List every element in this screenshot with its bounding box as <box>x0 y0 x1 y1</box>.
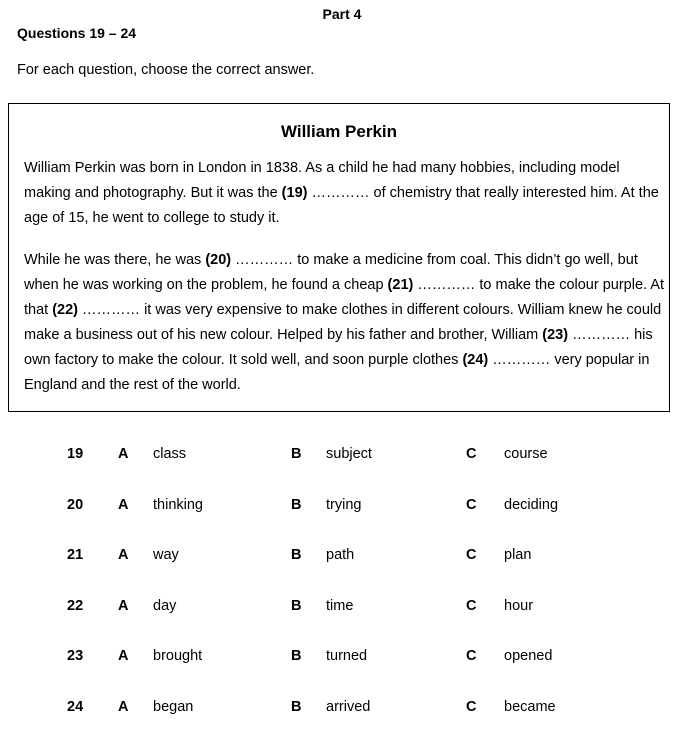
passage-paragraph-2 <box>24 248 664 398</box>
option-c[interactable]: course <box>504 446 548 462</box>
option-letter-c: C <box>466 446 477 462</box>
option-letter-a: A <box>118 698 129 715</box>
instruction-text: For each question, choose the correct answer. <box>17 62 315 78</box>
question-number: 19 <box>67 446 84 462</box>
passage-box <box>8 103 670 412</box>
questions-heading: Questions 19 – 24 <box>17 25 137 41</box>
option-letter-c: C <box>466 648 477 665</box>
option-b[interactable]: turned <box>326 648 368 665</box>
option-b[interactable]: trying <box>326 496 362 513</box>
paragraph-text: ………… to make the colour purple. At that <box>24 277 664 318</box>
option-c[interactable]: plan <box>504 547 532 564</box>
part-title: Part 4 <box>322 6 362 22</box>
option-letter-b: B <box>291 446 302 462</box>
option-letter-b: B <box>291 698 302 715</box>
answer-row-20 <box>0 481 684 532</box>
gap-number-22: (22) <box>52 302 79 318</box>
option-c[interactable]: opened <box>504 648 553 665</box>
option-b[interactable]: subject <box>326 446 372 462</box>
option-letter-a: A <box>118 547 129 564</box>
question-number: 21 <box>67 547 84 564</box>
gap-number-19: (19) <box>281 185 308 201</box>
question-number: 22 <box>67 597 84 614</box>
paragraph-text: William Perkin was born in London in 1838. As a child he had many hobbies, including model making and photography. But it was the <box>24 160 620 201</box>
answer-row-24 <box>0 683 684 734</box>
option-letter-c: C <box>466 698 477 715</box>
option-letter-a: A <box>118 446 129 462</box>
paragraph-text: ………… to make a medicine from coal. This didn’t go well, but when he was working on the problem, he found a cheap <box>24 252 638 293</box>
passage-paragraph-1 <box>24 156 664 231</box>
option-a[interactable]: class <box>153 446 187 462</box>
answer-row-22 <box>0 582 684 633</box>
question-number: 23 <box>67 648 84 665</box>
option-a[interactable]: way <box>153 547 179 564</box>
gap-number-20: (20) <box>205 252 232 268</box>
answer-options <box>0 430 684 734</box>
option-b[interactable]: arrived <box>326 698 371 715</box>
option-c[interactable]: became <box>504 698 556 715</box>
gap-number-24: (24) <box>462 352 489 368</box>
passage-title: William Perkin <box>280 122 398 141</box>
paragraph-text: ………… of chemistry that really interested him. At the age of 15, he went to college to study it. <box>24 185 659 226</box>
answer-row-21 <box>0 531 684 582</box>
question-number: 20 <box>67 496 84 513</box>
answer-row-23 <box>0 632 684 683</box>
option-c[interactable]: hour <box>504 597 534 614</box>
option-b[interactable]: time <box>326 597 354 614</box>
option-b[interactable]: path <box>326 547 355 564</box>
answer-row-19 <box>0 430 684 481</box>
option-letter-b: B <box>291 496 302 513</box>
option-letter-c: C <box>466 547 477 564</box>
option-letter-a: A <box>118 496 129 513</box>
option-letter-b: B <box>291 648 302 665</box>
option-letter-a: A <box>118 648 129 665</box>
paragraph-text: ………… his own factory to make the colour. It sold well, and soon purple clothes <box>24 327 653 368</box>
option-letter-b: B <box>291 547 302 564</box>
option-letter-c: C <box>466 597 477 614</box>
gap-number-23: (23) <box>542 327 569 343</box>
paragraph-text: ………… very popular in England and the rest of the world. <box>24 352 650 393</box>
option-letter-c: C <box>466 496 477 513</box>
option-a[interactable]: day <box>153 597 177 614</box>
option-a[interactable]: brought <box>153 648 203 665</box>
option-c[interactable]: deciding <box>504 496 559 513</box>
paragraph-text: ………… it was very expensive to make clothes in different colours. William knew he could make a business out of his new colour. Helped by his father and brother, William <box>24 302 662 343</box>
option-letter-b: B <box>291 597 302 614</box>
gap-number-21: (21) <box>387 277 414 293</box>
question-number: 24 <box>67 698 84 715</box>
option-a[interactable]: began <box>153 698 194 715</box>
option-letter-a: A <box>118 597 129 614</box>
option-a[interactable]: thinking <box>153 496 203 513</box>
paragraph-text: While he was there, he was <box>24 252 206 268</box>
